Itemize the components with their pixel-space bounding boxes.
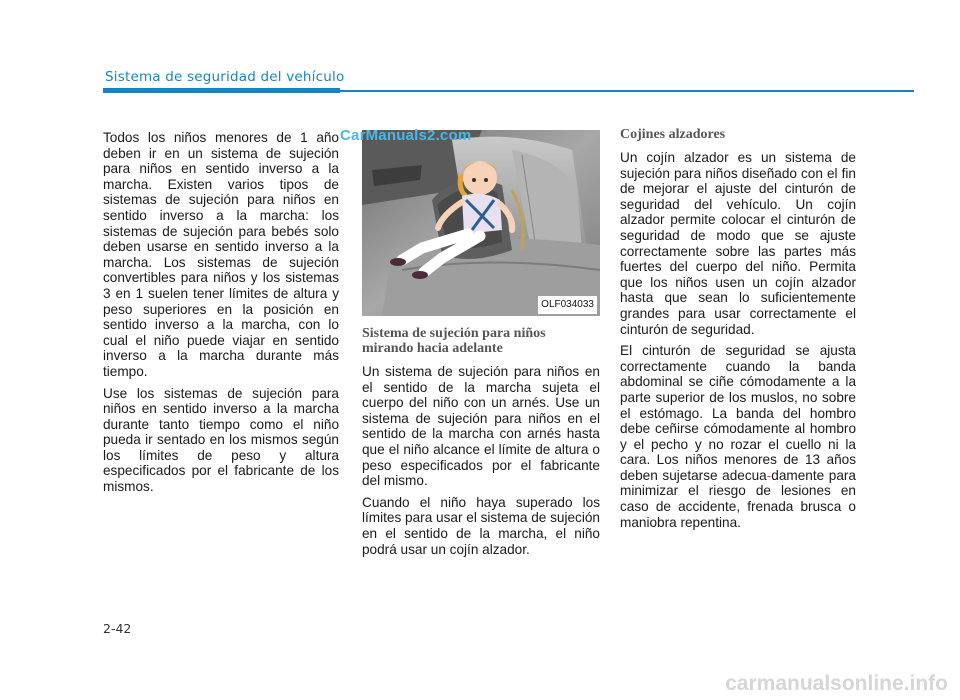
right-paragraph-1: Un cojín alzador es un sistema de sujeción para niños diseñado con el fin de mejorar el ajuste del cinturón de seguridad del vehículo. Un cojín alzador permite colocar el cinturón de seguridad de modo que se ajuste correctamente sobre las partes más fuertes del cuerpo del niño. Permita que los niños usen un cojín alzador hasta que sean lo suficientemente grandes para usar correctamente el cinturón de seguridad.	[620, 150, 856, 337]
header-rule-thin	[340, 90, 914, 92]
figure-code-label: OLF034033	[538, 296, 597, 314]
page-number: 2-42	[103, 621, 132, 636]
left-paragraph-1: Todos los niños menores de 1 año deben ir en un sistema de sujeción para niños en sentido inverso a la marcha. Existen varios tipos de sistemas de sujeción para niños en sentido inverso a la marcha: los sistemas de sujeción para bebés solo deben usarse en sentido inverso a la marcha. Los sistemas de sujeción convertibles para niños y los sistemas 3 en 1 suelen tener límites de altura y peso superiores en la posición en sentido inverso a la marcha, con lo cual el niño puede viajar en sentido inverso a la marcha durante más tiempo.	[103, 130, 339, 379]
left-paragraph-2: Use los sistemas de sujeción para niños en sentido inverso a la marcha durante tanto tiempo como el niño pueda ir sentado en los mismos según los límites de peso y altura especificados por el fabricante de los mismos.	[103, 385, 339, 495]
column-middle	[362, 130, 600, 563]
watermark-logo: CarManuals2.com	[340, 127, 472, 144]
right-paragraph-2-part-a: El cinturón de seguridad se ajusta correctamente cuando la banda abdominal se ciñe cómodamente a la parte superior de los muslos, no sobre el estómago. La banda del hombro debe ceñirse cómodamente al hombro y el pecho y no rozar el cuello ni la cara. Los niños menores de 13 años deben sujetarse adecua	[620, 343, 856, 483]
footer-watermark: carmanualsonline.info	[725, 672, 948, 695]
middle-paragraph-1: Un sistema de sujeción para niños en el sentido de la marcha sujeta el cuerpo del niño con un arnés. Use un sistema de sujeción para niños en el sentido de la marcha con arnés hasta que el niño alcance el límite de altura o peso especificados por el fabricante del mismo.	[362, 364, 600, 489]
middle-section-heading: Sistema de sujeción para niños mirando hacia adelante	[362, 326, 546, 356]
header-rule-thick	[103, 88, 340, 93]
column-left	[103, 130, 339, 501]
right-section-heading: Cojines alzadores	[620, 127, 726, 142]
middle-paragraph-2: Cuando el niño haya superado los límites para usar el sistema de sujeción en el sentido de la marcha, el niño podrá usar un cojín alzador.	[362, 494, 600, 557]
child-seat-illustration	[362, 130, 600, 316]
right-paragraph-2	[620, 343, 856, 530]
right-paragraph-2-part-b: damente para minimizar el riesgo de lesiones en caso de accidente, frenada brusca o maniobra repentina.	[620, 467, 856, 530]
hyphen-mark: -	[766, 467, 772, 483]
column-right	[620, 127, 856, 536]
car-seat-child-illustration	[362, 130, 600, 316]
section-header-title: Sistema de seguridad del vehículo	[105, 69, 345, 85]
